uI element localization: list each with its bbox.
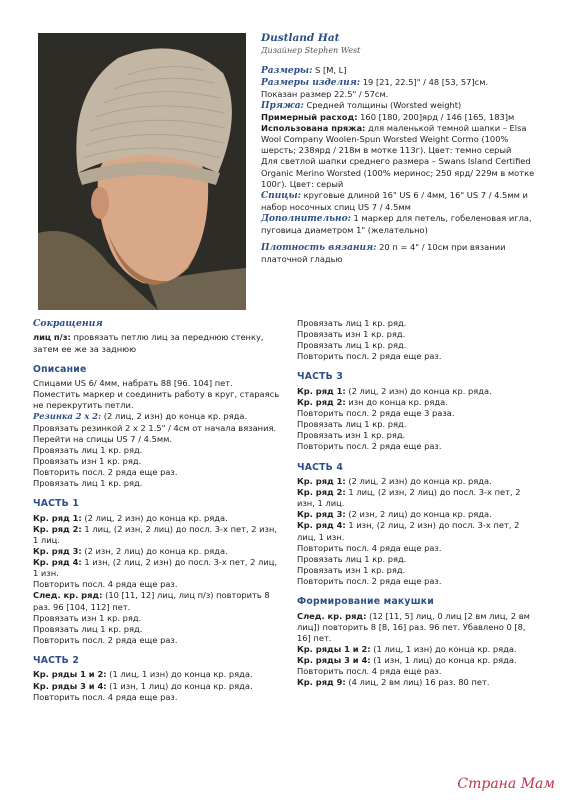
- crown-row9: [297, 677, 537, 688]
- dims-label: Размеры изделия:: [261, 77, 361, 88]
- part4-row3-text: (2 изн, 2 лиц) до конца кр. ряда.: [348, 509, 492, 520]
- desc-line-7: Провязать лиц 1 кр. ряд.: [33, 478, 143, 489]
- part3-row1-label: Кр. ряд 1:: [297, 385, 346, 396]
- part1-line-a: Провязать изн 1 кр. ряд.: [33, 612, 142, 623]
- part1-title: ЧАСТЬ 1: [33, 498, 80, 510]
- used-dark: для маленькой темной шапки – Elsa Wool Company Woolen-Spun Worsted Weight Cormo (100% шерсть; 238ярд / 218м в мотке 113г). Цвет: темно серый: [261, 123, 527, 156]
- crown-row1: [297, 611, 537, 644]
- usage-value: 160 [180, 200]ярд / 146 [165, 183]м: [360, 112, 515, 123]
- right-column: [297, 318, 537, 688]
- desc-line-6: Повторить посл. 2 ряда еще раз.: [33, 467, 178, 477]
- part1-next: [33, 590, 283, 612]
- part4-row2-text: 1 лиц, (2 изн, 2 лиц) до посл. 3-х пет, 2 изн, 1 лиц.: [297, 487, 521, 509]
- right-top-4: Повторить посл. 2 ряда еще раз.: [297, 351, 442, 362]
- part4-row3-label: Кр. ряд 3:: [297, 509, 346, 520]
- desc-line-5: Провязать изн 1 кр. ряд.: [33, 455, 142, 466]
- crown-row1-text: (12 [11, 5] лиц, 0 лиц [2 вм лиц, 2 вм лиц]) повторить 8 [8, 16] раз. 96 пет. Убавлено 0 [8, 16] пет.: [297, 610, 530, 643]
- site-logo-text: Страна Мам: [457, 776, 555, 793]
- part1-row3: [33, 546, 283, 557]
- pattern-header: [261, 31, 539, 265]
- part4-row1: [297, 476, 537, 487]
- part4-row4: [297, 520, 537, 542]
- part1-row1-label: Кр. ряд 1:: [33, 512, 82, 523]
- part3-row2-text: изн до конца кр. ряда.: [348, 397, 448, 407]
- part4-row2: [297, 487, 537, 509]
- site-logo[interactable]: [457, 775, 555, 794]
- part1-repeat: Повторить посл. 4 ряда еще раз.: [33, 579, 178, 590]
- part1-next-label: След. кр. ряд:: [33, 590, 103, 601]
- part3-row1: [297, 386, 537, 397]
- part3-line-a: Провязать лиц 1 кр. ряд.: [297, 419, 407, 430]
- sizes-row: [261, 65, 539, 77]
- desc-line-3: Провязать резинкой 2 х 2 1.5" / 4см от начала вязания. Перейти на спицы US 7 / 4.5мм.: [33, 422, 277, 444]
- part1-line-b: Провязать лиц 1 кр. ряд.: [33, 623, 143, 634]
- rib-row: [33, 411, 283, 422]
- pattern-title: Dustland Hat: [261, 32, 340, 44]
- crown-row3: [297, 655, 537, 666]
- part4-line-c: Повторить посл. 2 ряда еще раз.: [297, 575, 442, 586]
- desc-title: Описание: [33, 363, 87, 375]
- part2-row1: [33, 669, 283, 680]
- part1-row3-text: (2 изн, 2 лиц) до конца кр. ряда.: [84, 546, 228, 556]
- dims-row: [261, 77, 539, 89]
- part1-row2: [33, 524, 283, 546]
- gauge-label: Плотность вязания:: [261, 243, 377, 254]
- gauge-row: [261, 242, 539, 265]
- part1-row4-label: Кр. ряд 4:: [33, 557, 82, 568]
- part4-title: ЧАСТЬ 4: [297, 461, 344, 473]
- abbr-row: [33, 332, 283, 354]
- right-top-2: Провязать изн 1 кр. ряд.: [297, 329, 406, 340]
- crown-row9-text: (4 лиц, 2 вм лиц) 16 раз. 80 пет.: [348, 677, 490, 688]
- right-top-1: Провязать лиц 1 кр. ряд.: [297, 318, 407, 328]
- crown-repeat: Повторить посл. 4 ряда еще раз.: [297, 666, 442, 677]
- part3-line-b: Провязать изн 1 кр. ряд.: [297, 430, 406, 441]
- part1-row1-text: (2 лиц, 2 изн) до конца кр. ряда.: [84, 512, 228, 523]
- part1-next-text: (10 [11, 12] лиц, лиц п/з) повторить 8 раз. 96 [104, 112] пет.: [33, 590, 270, 612]
- part1-row2-text: 1 лиц, (2 изн, 2 лиц) до посл. 3-х пет, 2 изн, 1 лиц.: [33, 523, 278, 545]
- part4-line-b: Провязать изн 1 кр. ряд.: [297, 564, 406, 575]
- crown-row2-text: (1 лиц, 1 изн) до конца кр. ряда.: [373, 643, 517, 654]
- abbr-title: Сокращения: [33, 318, 103, 329]
- desc-line-4: Провязать лиц 1 кр. ряд.: [33, 444, 143, 455]
- part2-repeat: Повторить посл. 4 ряда еще раз.: [33, 691, 178, 702]
- dims-value: 19 [21, 22.5]" / 48 [53, 57]см.: [362, 76, 489, 87]
- part4-line-a: Провязать лиц 1 кр. ряд.: [297, 553, 407, 564]
- part2-row1-label: Кр. ряды 1 и 2:: [33, 669, 107, 680]
- extra-value: 1 маркер для петель, гобеленовая игла, пуговица диаметром 1" (желательно): [261, 212, 532, 235]
- part4-row4-text: 1 изн, (2 лиц, 2 изн) до посл. 3-х пет, 2 лиц, 1 изн.: [297, 520, 520, 542]
- part2-row3-text: (1 изн, 1 лиц) до конца кр. ряда.: [109, 680, 253, 691]
- left-column: [33, 318, 283, 703]
- part2-row3-label: Кр. ряды 3 и 4:: [33, 680, 107, 691]
- right-top-3: Провязать лиц 1 кр. ряд.: [297, 340, 407, 351]
- abbr-text: провязать петлю лиц за переднюю стенку, затем ее же за заднюю: [33, 332, 264, 354]
- needles-label: Спицы:: [261, 190, 301, 201]
- part2-row1-text: (1 лиц, 1 изн) до конца кр. ряда.: [109, 669, 253, 680]
- part3-row2-label: Кр. ряд 2:: [297, 397, 346, 407]
- used-label: Использована пряжа:: [261, 123, 366, 134]
- used-light: Для светлой шапки среднего размера – Swans Island Certified Organic Merino Worsted (100% меринос; 250 ярд/ 229м в мотке 100г). Цвет: серый: [261, 156, 535, 189]
- part1-row1: [33, 513, 283, 524]
- yarn-value: Средней толщины (Worsted weight): [306, 99, 462, 110]
- crown-row2: [297, 644, 537, 655]
- yarn-row: [261, 100, 539, 112]
- designer-line: Дизайнер Stephen West: [261, 46, 361, 56]
- crown-row3-label: Кр. ряды 3 и 4:: [297, 654, 371, 665]
- needles-row: [261, 190, 539, 213]
- shown-size: Показан размер 22.5" / 57см.: [261, 88, 389, 99]
- sizes-label: Размеры:: [261, 65, 313, 76]
- usage-label: Примерный расход:: [261, 112, 358, 123]
- part4-row2-label: Кр. ряд 2:: [297, 487, 346, 498]
- part2-title: ЧАСТЬ 2: [33, 654, 80, 666]
- part2-row3: [33, 681, 283, 692]
- part4-row4-label: Кр. ряд 4:: [297, 520, 346, 531]
- part3-repeat: Повторить посл. 2 ряда еще 3 раза.: [297, 408, 455, 419]
- part3-line-c: Повторить посл. 2 ряда еще раз.: [297, 441, 442, 452]
- rib-label: Резинка 2 х 2:: [33, 411, 102, 422]
- yarn-label: Пряжа:: [261, 100, 304, 111]
- part4-row1-label: Кр. ряд 1:: [297, 476, 346, 486]
- part4-row1-text: (2 лиц, 2 изн) до конца кр. ряда.: [348, 476, 492, 486]
- crown-row2-label: Кр. ряды 1 и 2:: [297, 643, 371, 654]
- needles-value: круговые длиной 16" US 6 / 4мм, 16" US 7 / 4.5мм и набор носочных спиц US 7 / 4.5мм: [261, 189, 528, 212]
- crown-row9-label: Кр. ряд 9:: [297, 677, 346, 688]
- part1-row4: [33, 557, 283, 579]
- extra-row: [261, 213, 539, 236]
- gauge-value: 20 п = 4" / 10см при вязании платочной гладью: [261, 242, 506, 265]
- usage-row: [261, 112, 539, 123]
- part1-row2-label: Кр. ряд 2:: [33, 523, 82, 534]
- crown-row1-label: След. кр. ряд:: [297, 610, 367, 621]
- part3-title: ЧАСТЬ 3: [297, 371, 344, 383]
- part3-row2: [297, 397, 537, 408]
- part4-row3: [297, 509, 537, 520]
- crown-title: Формирование макушки: [297, 596, 434, 608]
- extra-label: Дополнительно:: [261, 213, 351, 224]
- rib-text: (2 лиц, 2 изн) до конца кр. ряда.: [103, 411, 248, 422]
- sizes-value: S [M, L]: [315, 64, 347, 75]
- used-yarn-row: [261, 123, 539, 156]
- part1-row3-label: Кр. ряд 3:: [33, 546, 82, 556]
- part1-line-c: Повторить посл. 2 ряда еще раз.: [33, 634, 178, 645]
- part4-repeat: Повторить посл. 4 ряда еще раз.: [297, 542, 442, 553]
- hat-model-photo: [38, 33, 246, 310]
- crown-row3-text: (1 изн, 1 лиц) до конца кр. ряда.: [373, 654, 517, 665]
- part3-row1-text: (2 лиц, 2 изн) до конца кр. ряда.: [348, 385, 492, 396]
- part1-row4-text: 1 изн, (2 лиц, 2 изн) до посл. 3-х пет, 2 лиц, 1 изн.: [33, 557, 278, 579]
- desc-line-2: Поместить маркер и соединить работу в круг, стараясь не перекрутить петли.: [33, 389, 280, 411]
- photo-illustration: [38, 33, 246, 310]
- abbr-term: лиц п/з:: [33, 332, 71, 343]
- desc-line-1: Спицами US 6/ 4мм, набрать 88 [96. 104] пет.: [33, 378, 233, 389]
